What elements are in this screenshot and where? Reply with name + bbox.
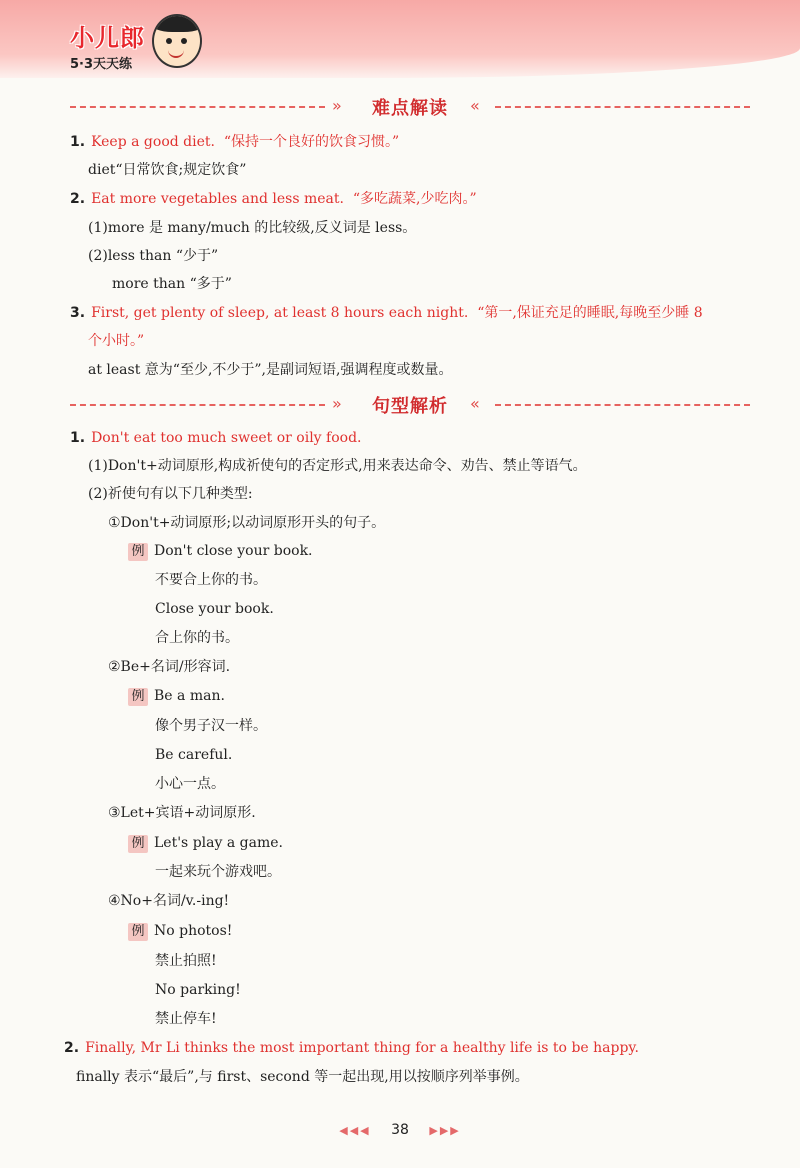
- type-1-title: ①Don't+动词原形;以动词原形开头的句子。: [108, 515, 386, 531]
- brand-name: 小儿郎: [70, 24, 145, 52]
- example-badge: 例: [128, 688, 148, 706]
- section-header-sentence: [70, 392, 750, 418]
- type-3-example-2: 一起来玩个游戏吧。: [155, 864, 281, 880]
- type-1-example-3: Close your book.: [155, 601, 274, 617]
- item-2-point-2: (2)less than “少于”: [88, 248, 219, 264]
- example-badge: 例: [128, 923, 148, 941]
- page-number: 38: [391, 1122, 409, 1138]
- item-2: 2. Eat more vegetables and less meat. “多吃蔬菜,少吃肉。”: [70, 191, 477, 207]
- item-3: 3. First, get plenty of sleep, at least 8 hours each night. “第一,保证充足的睡眠,每晚至少睡 8: [70, 305, 703, 321]
- example-badge: 例: [128, 543, 148, 561]
- section-header-difficult: [70, 94, 750, 120]
- sentence-1-point-1: (1)Don't+动词原形,构成祈使句的否定形式,用来表达命令、劝告、禁止等语气。: [88, 458, 587, 474]
- double-arrow-right-icon: »: [332, 96, 342, 115]
- sentence-1-point-2: (2)祈使句有以下几种类型:: [88, 486, 253, 502]
- mascot-illustration: [152, 14, 202, 68]
- item-3-cont: 个小时。”: [88, 333, 145, 349]
- triangle-right-icon: ▶▶▶: [429, 1124, 461, 1137]
- double-arrow-left-icon: «: [470, 96, 480, 115]
- type-2-title: ②Be+名词/形容词.: [108, 659, 231, 675]
- type-4-example-1: 例 No photos!: [128, 921, 232, 941]
- example-badge: 例: [128, 835, 148, 853]
- type-2-example-1: 例 Be a man.: [128, 686, 225, 706]
- brand-subtitle: 5·3天天练: [70, 57, 133, 72]
- type-4-title: ④No+名词/v.-ing!: [108, 893, 230, 909]
- type-1-example-2: 不要合上你的书。: [155, 572, 267, 588]
- item-2-point-3: more than “多于”: [112, 276, 232, 292]
- item-2-point-1: (1)more 是 many/much 的比较级,反义词是 less。: [88, 220, 417, 236]
- section-title: 句型解析: [372, 396, 448, 417]
- type-4-example-3: No parking!: [155, 982, 241, 998]
- triangle-left-icon: ◀◀◀: [339, 1124, 371, 1137]
- item-3-note: at least 意为“至少,不少于”,是副词短语,强调程度或数量。: [88, 362, 453, 378]
- section-title: 难点解读: [372, 98, 448, 119]
- type-3-title: ③Let+宾语+动词原形.: [108, 805, 256, 821]
- page-footer: [0, 1122, 800, 1138]
- type-3-example-1: 例 Let's play a game.: [128, 833, 283, 853]
- type-1-example-1: 例 Don't close your book.: [128, 541, 313, 561]
- item-1: 1. Keep a good diet. “保持一个良好的饮食习惯。”: [70, 134, 400, 150]
- sentence-2: 2. Finally, Mr Li thinks the most important thing for a healthy life is to be happy.: [64, 1040, 639, 1056]
- double-arrow-left-icon: «: [470, 394, 480, 413]
- type-1-example-4: 合上你的书。: [155, 630, 239, 646]
- type-4-example-2: 禁止拍照!: [155, 953, 217, 969]
- brand-logo: [70, 18, 145, 72]
- sentence-1: 1. Don't eat too much sweet or oily food.: [70, 430, 362, 446]
- type-2-example-3: Be careful.: [155, 747, 233, 763]
- type-4-example-4: 禁止停车!: [155, 1011, 217, 1027]
- double-arrow-right-icon: »: [332, 394, 342, 413]
- sentence-2-note: finally 表示“最后”,与 first、second 等一起出现,用以按顺序列举事例。: [76, 1069, 529, 1085]
- item-1-note: diet“日常饮食;规定饮食”: [88, 162, 247, 178]
- type-2-example-2: 像个男子汉一样。: [155, 718, 267, 734]
- type-2-example-4: 小心一点。: [155, 776, 225, 792]
